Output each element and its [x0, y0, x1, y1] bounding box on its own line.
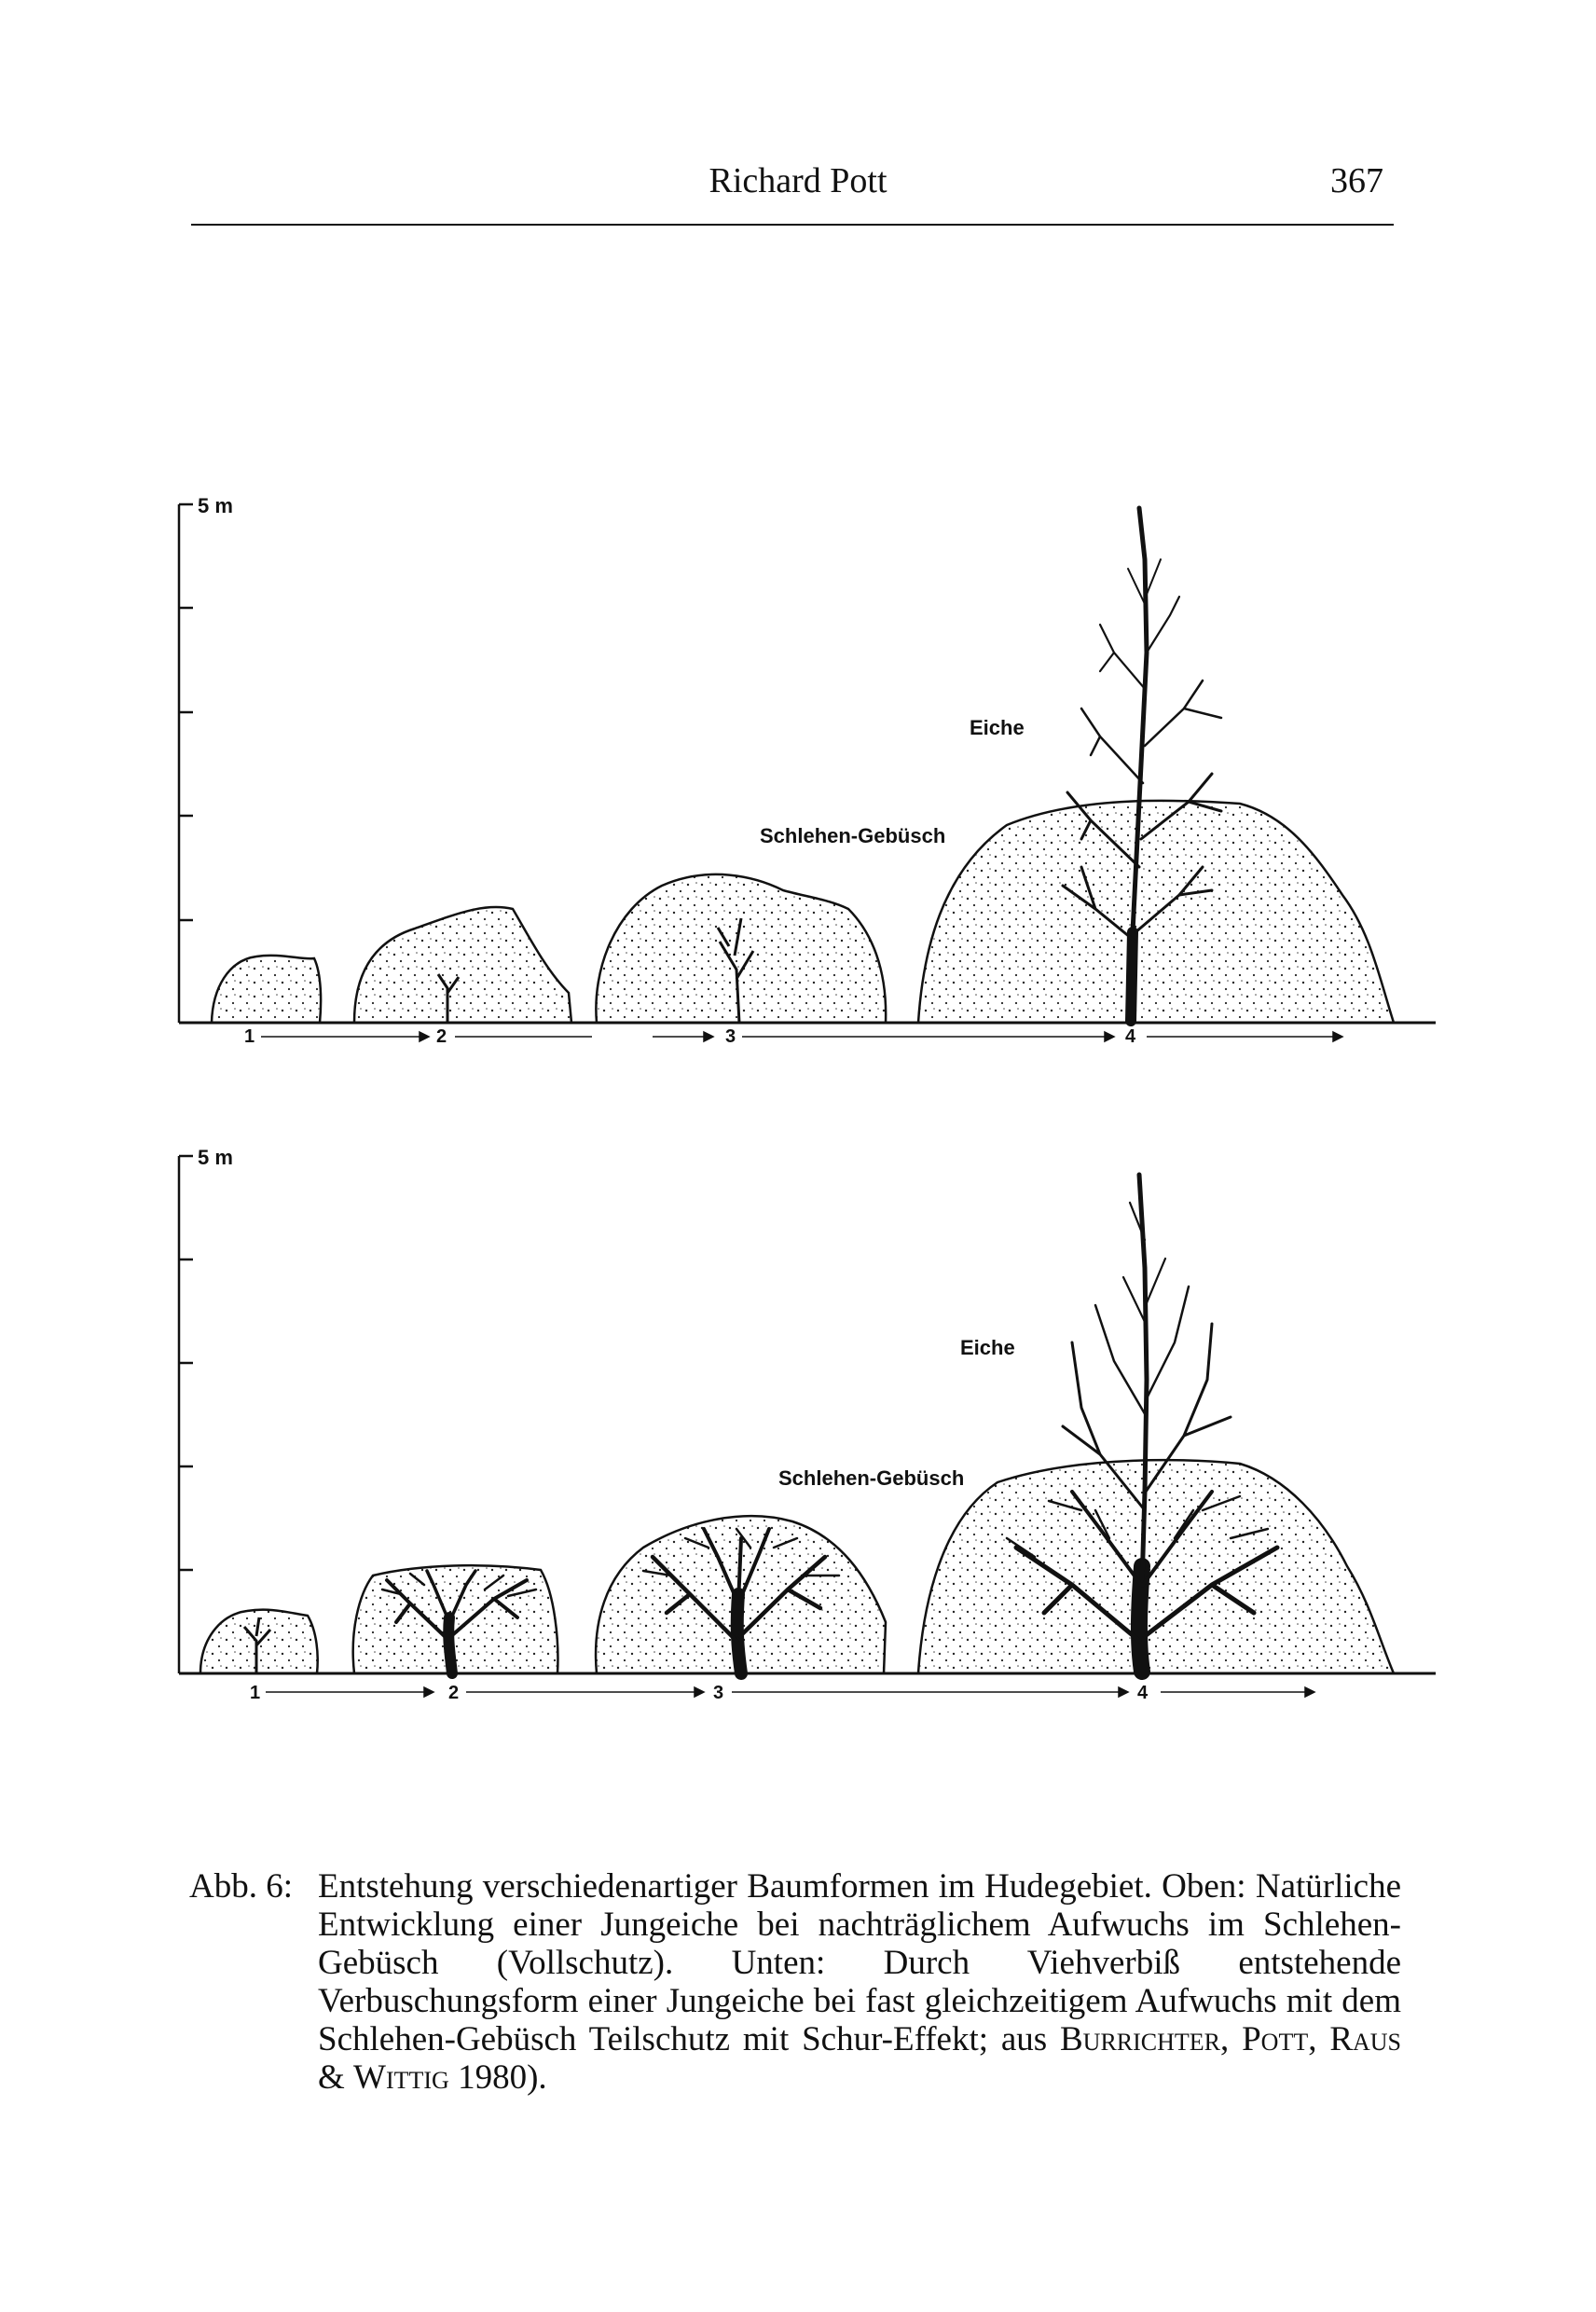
page-number: 367 — [1330, 161, 1383, 200]
top-stage-label-4: 4 — [1125, 1026, 1136, 1047]
top-shrub-stage-4 — [918, 801, 1394, 1023]
caption-ref-sep-1: , — [1220, 2020, 1243, 2058]
bottom-scale-bar — [179, 1156, 193, 1673]
caption-label: Abb. 6: — [189, 1867, 293, 1906]
caption-ref-author-1: Burrichter — [1060, 2020, 1221, 2058]
caption-ref-author-4: Wittig — [353, 2058, 449, 2097]
caption-ref-tail: 1980). — [448, 2058, 547, 2097]
bottom-label-oak: Eiche — [960, 1336, 1015, 1359]
top-scale-bar — [179, 504, 193, 1023]
bottom-stage-label-3: 3 — [713, 1683, 724, 1703]
bottom-scale-label: 5 m — [198, 1146, 233, 1169]
caption-ref-author-2: Pott — [1242, 2020, 1309, 2058]
top-stage-label-1: 1 — [244, 1026, 255, 1047]
caption-text: Entstehung verschiedenartiger Baumformen im Hudegebiet. Oben: Natürliche Entwicklung einer Jungeiche bei nachträglichem Aufwuchs im Schlehen-Gebüsch (Vollschutz). Unten: Durch Viehverbiß entstehende Verbuschungsform einer Jungeiche bei fast gleichzeitigem Aufwuchs mit dem Schlehen-Gebüsch Teilschutz mit Schur-Effekt; aus — [318, 1867, 1401, 2058]
top-shrub-stage-3 — [596, 874, 886, 1023]
caption-ref-sep-3: & — [318, 2058, 354, 2097]
caption-ref-sep-2: , — [1308, 2020, 1330, 2058]
top-panel — [179, 494, 1436, 1047]
top-label-blackthorn: Schlehen-Gebüsch — [760, 824, 946, 847]
caption-ref-author-3: Raus — [1329, 2020, 1402, 2058]
top-stage-axis — [244, 1026, 1342, 1047]
top-scale-label: 5 m — [198, 494, 233, 517]
top-stage-label-2: 2 — [436, 1026, 447, 1047]
bottom-stage-axis — [250, 1683, 1314, 1703]
caption-body — [318, 1867, 1401, 2097]
top-label-oak: Eiche — [970, 716, 1025, 739]
top-shrub-stage-2 — [354, 907, 571, 1023]
running-header-author: Richard Pott — [709, 161, 887, 200]
bottom-stage-label-2: 2 — [448, 1683, 460, 1703]
top-stage-label-3: 3 — [725, 1026, 736, 1047]
bottom-label-blackthorn: Schlehen-Gebüsch — [778, 1466, 965, 1490]
bottom-stage-label-1: 1 — [250, 1683, 261, 1703]
top-shrub-stage-1 — [212, 956, 321, 1023]
figure-caption — [189, 1867, 1401, 2097]
bottom-stage-label-4: 4 — [1137, 1683, 1149, 1703]
bottom-panel — [179, 1146, 1436, 1703]
